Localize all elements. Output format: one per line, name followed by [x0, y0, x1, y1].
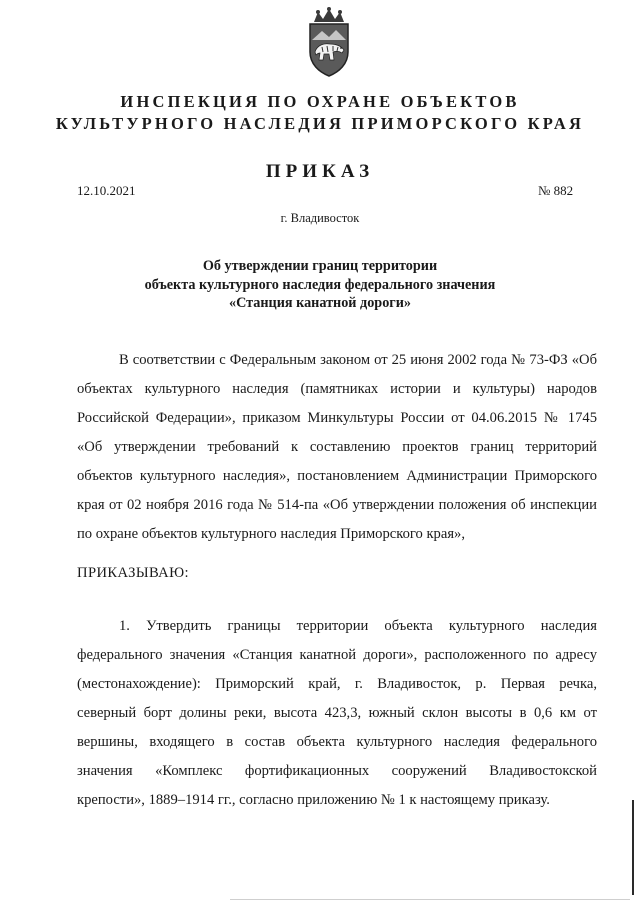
- document-subject: [0, 257, 640, 313]
- subject-line: объекта культурного наследия федерального значения: [144, 276, 496, 293]
- preamble-line: объектов культурного наследия», постановлением Администрации Приморского: [77, 468, 597, 484]
- subject-line: «Станция канатной дороги»: [228, 295, 411, 311]
- item-line: (местонахождение): Приморский край, г. Владивосток, р. Первая речка,: [77, 676, 597, 692]
- scan-bottom-rule: [230, 899, 630, 900]
- scan-edge-mark: [632, 800, 634, 895]
- preamble-paragraph: [77, 346, 597, 549]
- coat-of-arms-icon: [298, 6, 360, 80]
- document-date: 12.10.2021: [77, 183, 136, 198]
- item-line: 1. Утвердить границы территории объекта культурного наследия: [119, 618, 597, 634]
- document-number: № 882: [538, 183, 574, 198]
- issuing-authority-line-1: ИНСПЕКЦИЯ ПО ОХРАНЕ ОБЪЕКТОВ: [120, 92, 520, 111]
- document-type-title: ПРИКАЗ: [265, 161, 375, 182]
- item-line: значения «Комплекс фортификационных сооружений Владивостокской: [77, 763, 597, 779]
- subject-line: Об утверждении границ территории: [202, 258, 438, 274]
- document-city: г. Владивосток: [280, 211, 360, 225]
- preamble-line: объектах культурного наследия (памятниках истории и культуры) народов: [77, 381, 597, 397]
- item-line: крепости», 1889–1914 гг., согласно приложению № 1 к настоящему приказу.: [77, 792, 550, 808]
- order-item-1: [77, 612, 597, 815]
- item-line: вершины, входящего в состав объекта культурного наследия федерального: [77, 734, 597, 750]
- preamble-line: по охране объектов культурного наследия Приморского края»,: [77, 526, 465, 542]
- preamble-line: «Об утверждении требований к составлению проектов границ территорий: [77, 439, 597, 455]
- issuing-authority-line-2: КУЛЬТУРНОГО НАСЛЕДИЯ ПРИМОРСКОГО КРАЯ: [55, 114, 585, 133]
- item-line: федерального значения «Станция канатной дороги», расположенного по адресу: [77, 647, 597, 663]
- item-line: северный борт долины реки, высота 423,3, южный склон высоты в 0,6 км от: [77, 705, 597, 721]
- preamble-line: края от 02 ноября 2016 года № 514-па «Об утверждении положения об инспекции: [77, 497, 597, 513]
- preamble-line: Российской Федерации», приказом Минкультуры России от 04.06.2015 № 1745: [77, 410, 597, 426]
- preamble-line: В соответствии с Федеральным законом от 25 июня 2002 года № 73-ФЗ «Об: [119, 352, 597, 368]
- order-word: ПРИКАЗЫВАЮ:: [77, 565, 189, 581]
